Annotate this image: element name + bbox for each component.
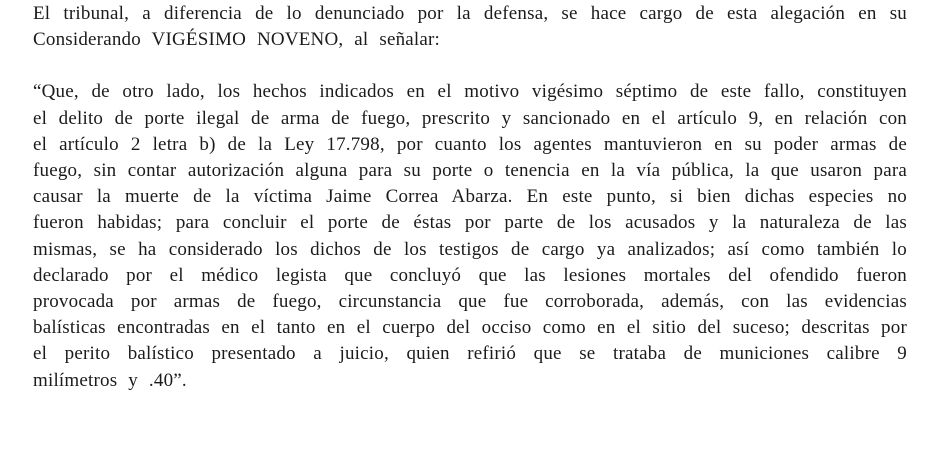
paragraph-quoted-considerando: “Que, de otro lado, los hechos indicados en el motivo vigésimo séptimo de este fallo, constituyen el delito de porte ilegal de arma de fuego, prescrito y sancionado en el artículo 9, en relación con el artículo 2 letra b) de la Ley 17.798, por cuanto los agentes mantuvieron en su poder armas de fuego, sin contar autorización alguna para su porte o tenencia en la vía pública, la que usaron para causar la muerte de la víctima Jaime Correa Abarza. En este punto, si bien dichas especies no fueron habidas; para concluir el porte de éstas por parte de los acusados y la naturaleza de las mismas, se ha considerado los dichos de los testigos de cargo ya analizados; así como también lo declarado por el médico legista que concluyó que las lesiones mortales del ofendido fueron provocada por armas de fuego, circunstancia que fue corroborada, además, con las evidencias balísticas encontradas en el tanto en el cuerpo del occiso como en el sitio del suceso; descritas por el perito balístico presentado a juicio, quien refirió que se trataba de municiones calibre 9 milímetros y .40”. xyxy=(33,81,907,391)
paragraph-intro: El tribunal, a diferencia de lo denunciado por la defensa, se hace cargo de esta alegación en su Considerando VIGÉSIMO NOVENO, al señalar: xyxy=(33,3,907,51)
